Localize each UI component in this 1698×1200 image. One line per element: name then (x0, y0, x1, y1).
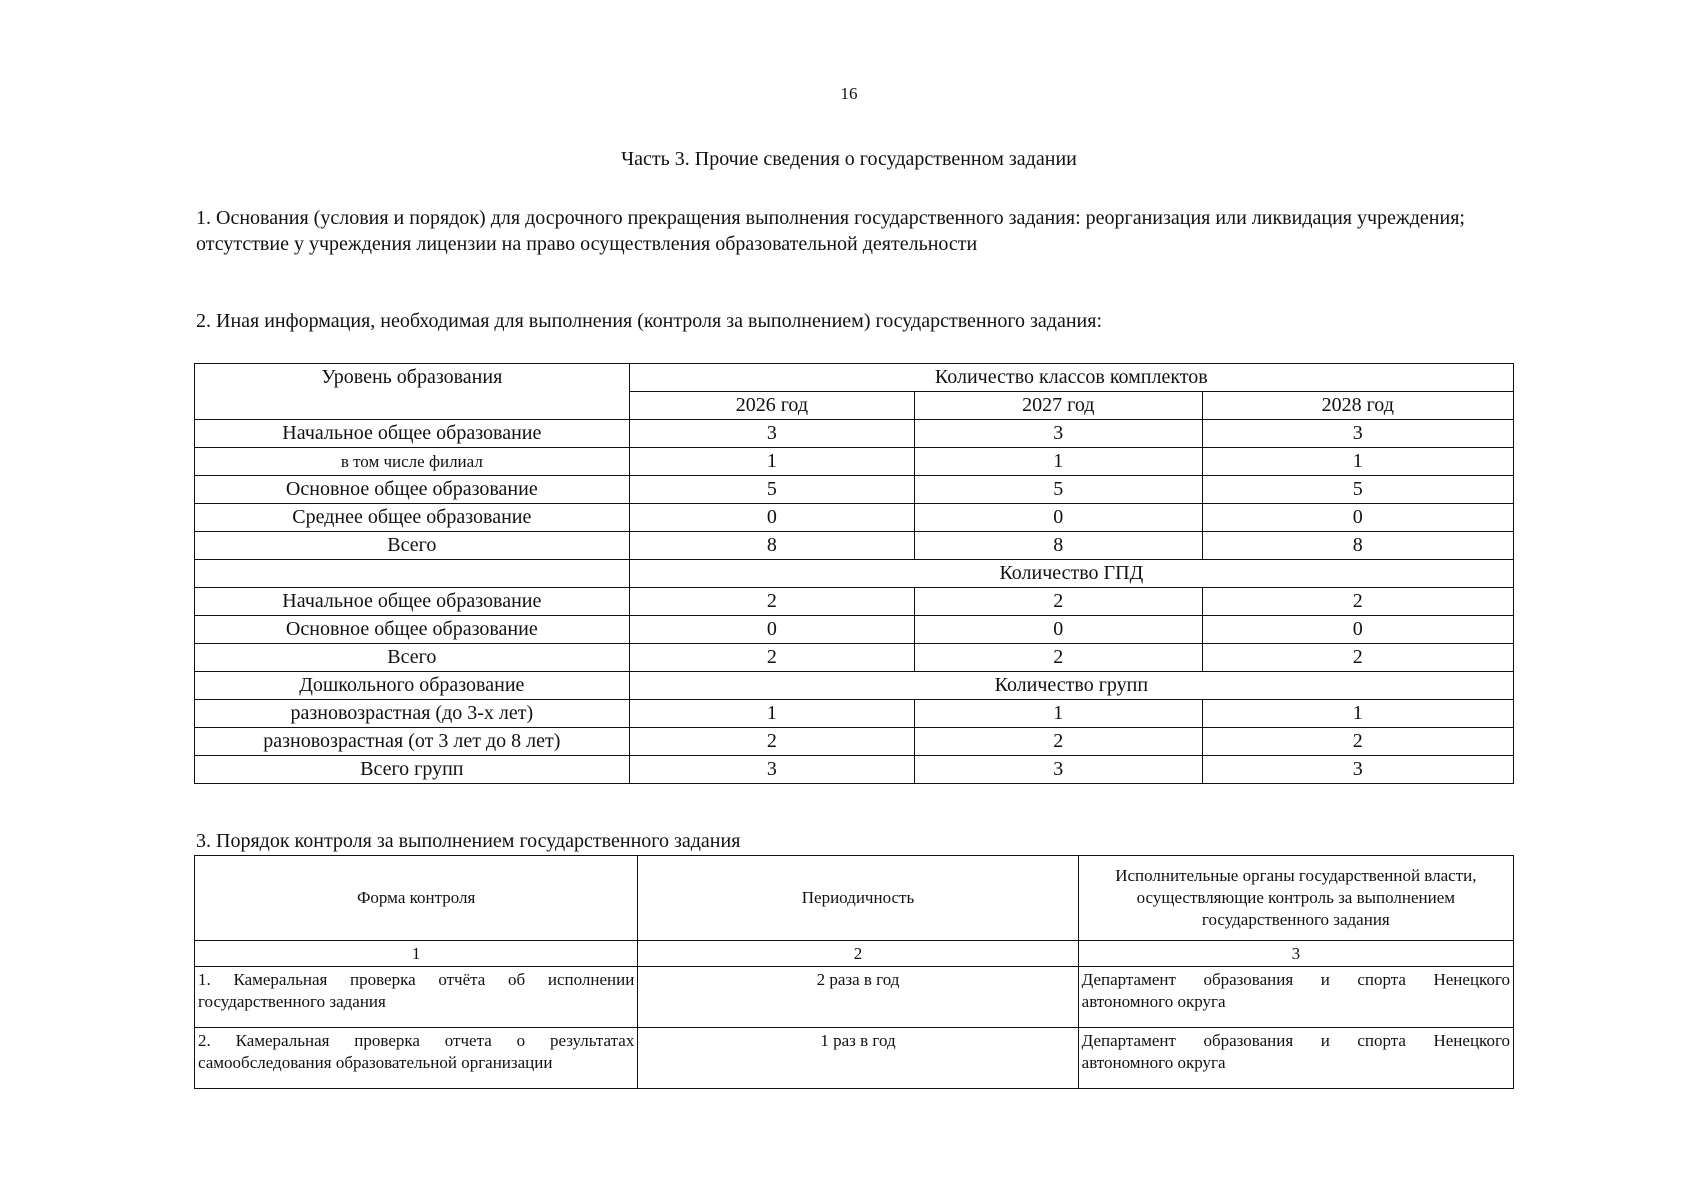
column-number: 1 (195, 941, 638, 967)
cell-value: 2 (915, 588, 1202, 616)
cell-value: 2 (915, 728, 1202, 756)
row-label: разновозрастная (до 3-х лет) (195, 700, 630, 728)
header-gpd-count: Количество ГПД (629, 560, 1513, 588)
row-label: Всего групп (195, 756, 630, 784)
table-row (195, 616, 1514, 644)
table-row (195, 700, 1514, 728)
cell-value: 2 (629, 644, 914, 672)
cell-value: 0 (915, 616, 1202, 644)
table-row (195, 967, 1514, 1028)
cell-value: 0 (1202, 504, 1514, 532)
row-label: Среднее общее образование (195, 504, 630, 532)
control-form-cell: 2. Камеральная проверка отчета о результатах самообследования образовательной организации (195, 1028, 638, 1089)
table-row (195, 476, 1514, 504)
row-label: Начальное общее образование (195, 588, 630, 616)
table-row (195, 588, 1514, 616)
cell-value: 5 (1202, 476, 1514, 504)
cell-value: 1 (915, 700, 1202, 728)
table-row (195, 448, 1514, 476)
table-row (195, 728, 1514, 756)
empty-cell (195, 560, 630, 588)
cell-value: 5 (915, 476, 1202, 504)
header-periodicity: Периодичность (638, 856, 1078, 941)
cell-value: 2 (629, 588, 914, 616)
cell-value: 0 (629, 616, 914, 644)
cell-value: 3 (629, 756, 914, 784)
row-label: Основное общее образование (195, 476, 630, 504)
cell-value: 8 (1202, 532, 1514, 560)
table-row (195, 420, 1514, 448)
control-procedure-table (194, 855, 1514, 1089)
header-year: 2026 год (629, 392, 914, 420)
cell-value: 2 (1202, 588, 1514, 616)
cell-value: 3 (1202, 420, 1514, 448)
row-label: Всего (195, 644, 630, 672)
row-label: Всего (195, 532, 630, 560)
cell-value: 1 (629, 700, 914, 728)
header-control-bodies: Исполнительные органы государственной власти, осуществляющие контроль за выполнением государственного задания (1078, 856, 1513, 941)
class-count-table (194, 363, 1514, 784)
table-row (195, 504, 1514, 532)
cell-value: 3 (629, 420, 914, 448)
cell-value: 2 (629, 728, 914, 756)
control-form-cell: 1. Камеральная проверка отчёта об исполнении государственного задания (195, 967, 638, 1028)
other-info-paragraph: 2. Иная информация, необходимая для выполнения (контроля за выполнением) государственного задания: (196, 310, 1103, 332)
column-number: 2 (638, 941, 1078, 967)
row-label: Начальное общее образование (195, 420, 630, 448)
cell-value: 8 (629, 532, 914, 560)
cell-value: 8 (915, 532, 1202, 560)
preschool-label: Дошкольного образование (195, 672, 630, 700)
cell-value: 3 (1202, 756, 1514, 784)
cell-value: 3 (915, 420, 1202, 448)
header-year: 2028 год (1202, 392, 1514, 420)
cell-value: 0 (629, 504, 914, 532)
periodicity-cell: 2 раза в год (638, 967, 1078, 1028)
header-control-form: Форма контроля (195, 856, 638, 941)
cell-value: 3 (915, 756, 1202, 784)
control-procedure-paragraph: 3. Порядок контроля за выполнением государственного задания (196, 830, 741, 852)
header-year: 2027 год (915, 392, 1202, 420)
page-number: 16 (840, 84, 858, 103)
cell-value: 1 (915, 448, 1202, 476)
column-number: 3 (1078, 941, 1513, 967)
header-class-sets: Количество классов комплектов (629, 364, 1513, 392)
table-row (195, 1028, 1514, 1089)
control-body-cell: Департамент образования и спорта Ненецкого автономного округа (1078, 967, 1513, 1028)
cell-value: 5 (629, 476, 914, 504)
termination-grounds-paragraph: 1. Основания (условия и порядок) для досрочного прекращения выполнения государственного задания: реорганизация или ликвидация учреждения; отсутствие у учреждения лицензии на право осуществления образовательной деятельности (196, 207, 1465, 255)
header-education-level: Уровень образования (195, 364, 630, 420)
table-row (195, 532, 1514, 560)
table-row (195, 756, 1514, 784)
cell-value: 1 (1202, 700, 1514, 728)
cell-value: 2 (915, 644, 1202, 672)
cell-value: 2 (1202, 644, 1514, 672)
header-group-count: Количество групп (629, 672, 1513, 700)
cell-value: 1 (629, 448, 914, 476)
row-label: Основное общее образование (195, 616, 630, 644)
row-label: в том числе филиал (195, 448, 630, 476)
part-title: Часть 3. Прочие сведения о государственном задании (621, 148, 1077, 170)
cell-value: 0 (1202, 616, 1514, 644)
cell-value: 0 (915, 504, 1202, 532)
cell-value: 2 (1202, 728, 1514, 756)
control-body-cell: Департамент образования и спорта Ненецкого автономного округа (1078, 1028, 1513, 1089)
table-row (195, 644, 1514, 672)
row-label: разновозрастная (от 3 лет до 8 лет) (195, 728, 630, 756)
periodicity-cell: 1 раз в год (638, 1028, 1078, 1089)
cell-value: 1 (1202, 448, 1514, 476)
